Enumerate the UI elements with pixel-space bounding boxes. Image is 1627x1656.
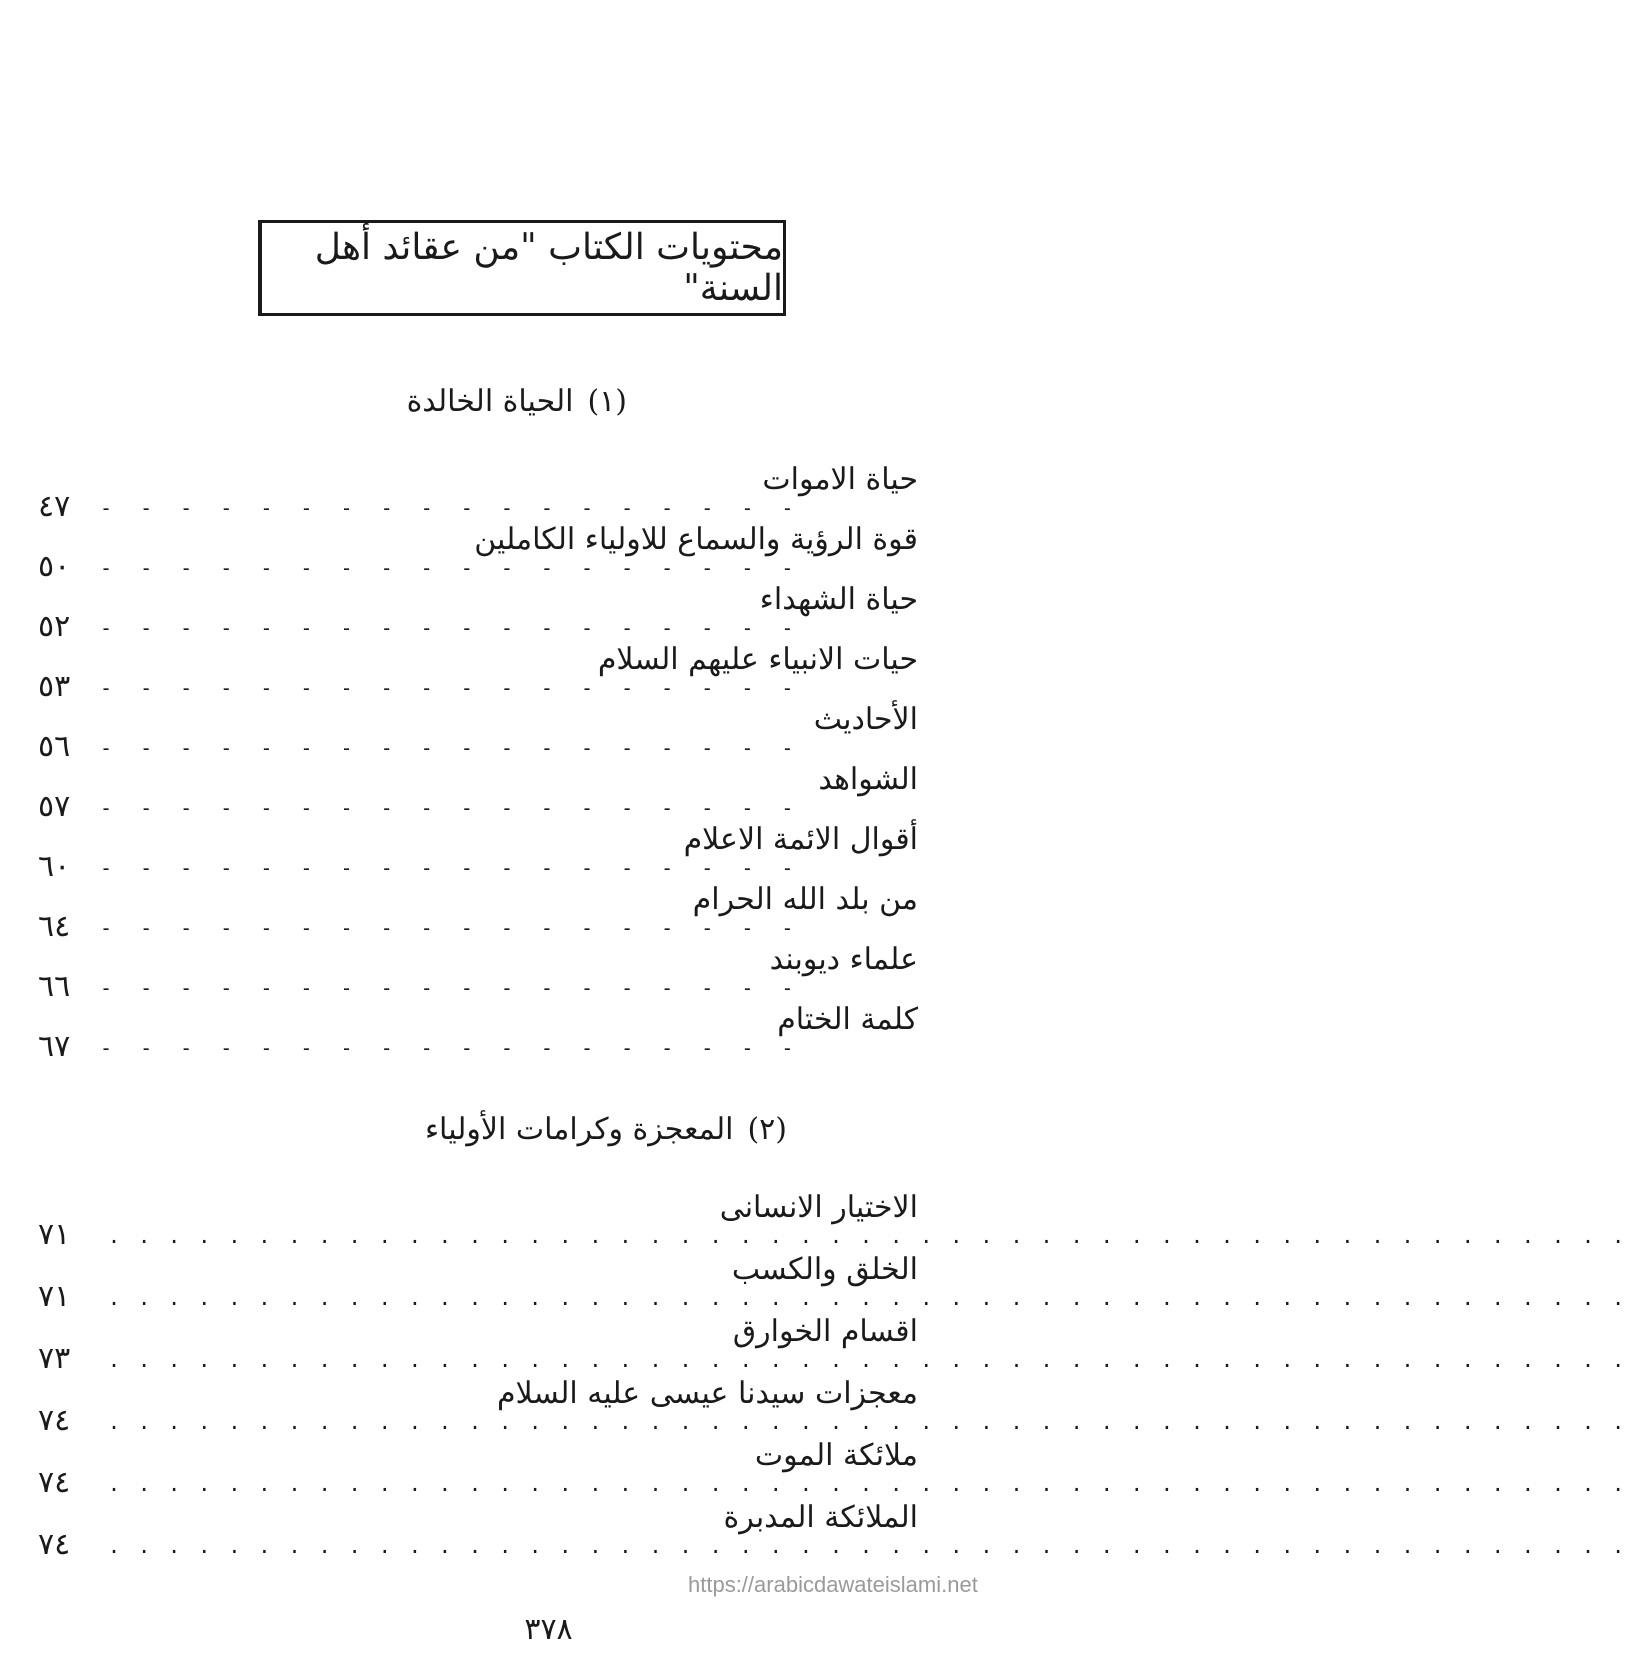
toc-entry-label: قوة الرؤية والسماع للاولياء الكاملين [474,522,918,557]
toc-entry-page: ٧٤ [38,1403,71,1438]
toc-entry-label: ملائكة الموت [754,1438,918,1473]
toc-entry[interactable] [38,1500,1627,1562]
toc-entry-page: ٦٦ [38,969,71,1004]
toc-entry-page: ٧٤ [38,1527,71,1562]
section-title: المعجزة وكرامات الأولياء [424,1112,734,1147]
toc-entry[interactable] [38,822,918,884]
toc-entry-page: ٥٣ [38,669,71,704]
toc-entry[interactable] [38,582,918,644]
toc-entry-page: ٥٧ [38,789,71,824]
leader-dashes: - - - - - - - - - - - - - - - - - - [100,736,802,760]
section-number: (١) [587,384,627,419]
section-number: (٢) [747,1112,787,1147]
toc-entry[interactable] [38,1314,1627,1376]
toc-entry-label: من بلد الله الحرام [692,882,918,917]
toc-entry-label: حياة الشهداء [759,582,918,617]
leader-dots: . . . . . . . . . . . . . . . . . . . . . . . . . . . . . . . . . . . . . . . . . . . . . . . . . . . [108,1224,1627,1248]
leader-dashes: - - - - - - - - - - - - - - - - - - [100,916,802,940]
leader-dots: . . . . . . . . . . . . . . . . . . . . . . . . . . . . . . . . . . . . . . . . . . . . . . . . . . . [108,1472,1627,1496]
toc-entry[interactable] [38,462,918,524]
toc-entry-page: ٦٧ [38,1029,71,1064]
toc-entry[interactable] [38,1002,918,1064]
page-number: ٣٧٨ [524,1612,573,1647]
leader-dots: . . . . . . . . . . . . . . . . . . . . . . . . . . . . . . . . . . . . . . . . . . . . . . . . . . . [108,1410,1627,1434]
toc-entry-label: حياة الاموات [762,462,918,497]
leader-dashes: - - - - - - - - - - - - - - - - - - [100,496,802,520]
leader-dashes: - - - - - - - - - - - - - - - - - - [100,556,802,580]
leader-dashes: - - - - - - - - - - - - - - - - - - [100,856,802,880]
section-heading-1 [407,384,627,419]
toc-entry-page: ٧١ [38,1279,71,1314]
toc-entry[interactable] [38,702,918,764]
toc-entry[interactable] [38,942,918,1004]
toc-entry-label: الاختيار الانسانى [719,1190,918,1225]
toc-entry-page: ٥٢ [38,609,71,644]
toc-entry-label: اقسام الخوارق [732,1314,918,1349]
toc-entry-label: معجزات سيدنا عيسى عليه السلام [496,1376,918,1411]
toc-entry-label: الأحاديث [813,702,918,737]
leader-dots: . . . . . . . . . . . . . . . . . . . . . . . . . . . . . . . . . . . . . . . . . . . . . . . . . . . [108,1348,1627,1372]
leader-dots: . . . . . . . . . . . . . . . . . . . . . . . . . . . . . . . . . . . . . . . . . . . . . . . . . . . [108,1534,1627,1558]
toc-entry-label: علماء ديوبند [769,942,918,977]
toc-entry[interactable] [38,642,918,704]
leader-dashes: - - - - - - - - - - - - - - - - - - [100,616,802,640]
toc-entry[interactable] [38,882,918,944]
section-title: الحياة الخالدة [406,384,574,419]
toc-entry-page: ٥٦ [38,729,71,764]
leader-dashes: - - - - - - - - - - - - - - - - - - [100,976,802,1000]
page-title-text: محتويات الكتاب "من عقائد أهل السنة" [314,227,783,309]
leader-dashes: - - - - - - - - - - - - - - - - - - [100,1036,802,1060]
toc-entry[interactable] [38,1438,1627,1500]
watermark-url: https://arabicdawateislami.net [688,1572,978,1597]
toc-entry-page: ٧٤ [38,1465,71,1500]
page-title [258,220,786,316]
toc-entry[interactable] [38,1376,1627,1438]
toc-entry-page: ٥٠ [38,549,71,584]
toc-entry[interactable] [38,522,918,584]
toc-entry-page: ٦٤ [38,909,71,944]
toc-entry[interactable] [38,1252,1627,1314]
toc-entry-label: الشواهد [818,762,918,797]
toc-entry-label: حيات الانبياء عليهم السلام [597,642,918,677]
toc-entry-label: كلمة الختام [777,1002,918,1037]
toc-entry-label: الخلق والكسب [731,1252,918,1287]
toc-entry-label: الملائكة المدبرة [723,1500,918,1535]
toc-entry-label: أقوال الائمة الاعلام [683,822,918,857]
toc-entry-page: ٦٠ [38,849,71,884]
toc-entry-page: ٤٧ [38,489,71,524]
leader-dashes: - - - - - - - - - - - - - - - - - - [100,796,802,820]
toc-entry[interactable] [38,762,918,824]
toc-entry-page: ٧٣ [38,1341,71,1376]
section-heading-2 [425,1112,787,1147]
toc-entry[interactable] [38,1190,1627,1252]
leader-dashes: - - - - - - - - - - - - - - - - - - [100,676,802,700]
leader-dots: . . . . . . . . . . . . . . . . . . . . . . . . . . . . . . . . . . . . . . . . . . . . . . . . . . . [108,1286,1627,1310]
toc-entry-page: ٧١ [38,1217,71,1252]
